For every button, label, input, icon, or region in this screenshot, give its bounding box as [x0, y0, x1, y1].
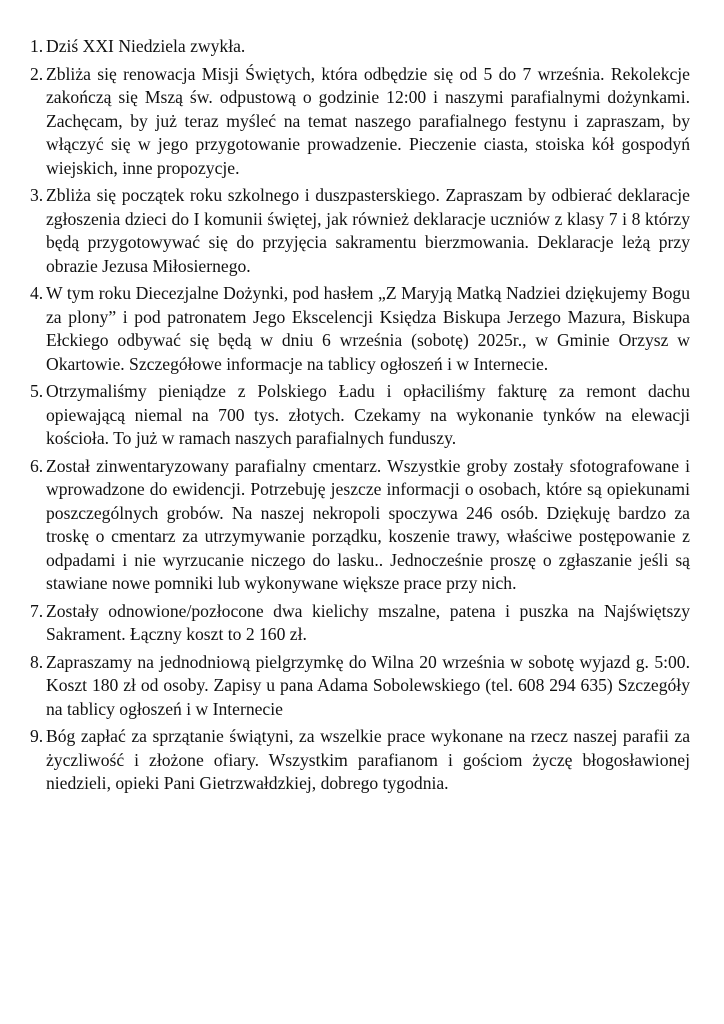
item-text: Zbliża się renowacja Misji Świętych, która odbędzie się od 5 do 7 września. Rekolekcje zakończą się Mszą św. odpustową o godzinie 12:00 i naszymi parafialnymi dożynkami. Zachęcam, by już teraz myśleć na temat naszego parafialnego festynu i zapraszam, by włączyć się w jego przygotowanie prowadzenie. Pieczenie ciasta, stoiska kół gospodyń wiejskich, inne propozycje. [46, 63, 690, 178]
item-number: 1. [30, 36, 44, 56]
item-text: Zostały odnowione/pozłocone dwa kielichy mszalne, patena i puszka na Najświętszy Sakrament. Łączny koszt to 2 160 zł. [46, 600, 690, 644]
item-number: 3. [30, 185, 44, 205]
item-text: Bóg zapłać za sprzątanie świątyni, za wszelkie prace wykonane na rzecz naszej parafii za życzliwość i złożone ofiary. Wszystkim parafianom i gościom życzę błogosławionej niedzieli, opieki Pani Gietrzwałdzkiej, dobrego tygodnia. [46, 726, 690, 793]
announcement-item [30, 600, 690, 647]
announcement-list [30, 35, 690, 796]
announcement-item [30, 63, 690, 181]
item-text: W tym roku Diecezjalne Dożynki, pod hasłem „Z Maryją Matką Nadziei dziękujemy Bogu za plony” i pod patronatem Jego Ekscelencji Księdza Biskupa Jerzego Mazura, Biskupa Ełckiego odbywać się będą w dniu 6 września (sobotę) 2025r., w Gminie Orzysz w Okartowie. Szczegółowe informacje na tablicy ogłoszeń i w Internecie. [46, 283, 690, 374]
announcement-item [30, 725, 690, 796]
announcement-item [30, 35, 690, 59]
item-number: 8. [30, 651, 44, 672]
item-text: Zbliża się początek roku szkolnego i duszpasterskiego. Zapraszam by odbierać deklaracje zgłoszenia dzieci do I komunii świętej, jak również deklaracje uczniów z klasy 7 i 8 którzy będą przygotowywać się do przyjęcia sakramentu bierzmowania. Deklaracje leżą przy obrazie Jezusa Miłosiernego. [46, 185, 690, 276]
item-number: 9. [30, 726, 44, 746]
announcement-item [30, 651, 690, 722]
item-text: Został zinwentaryzowany parafialny cmentarz. Wszystkie groby zostały sfotografowane i wprowadzone do ewidencji. Potrzebuję jeszcze informacji o osobach, które są opiekunami poszczególnych grobów. Na naszej nekropoli spoczywa 246 osób. Dziękuję bardzo za troskę o cmentarz za utrzymywanie porządku, koszenie trawy, właściwe postępowanie z odpadami i nie wyrzucanie niczego do lasku.. Jednocześnie proszę o zgłaszanie jeśli są stawiane nowe pomniki lub wykonywane większe prace przy nich. [46, 455, 690, 593]
announcement-item [30, 380, 690, 451]
item-text: Zapraszamy na jednodniową pielgrzymkę do Wilna 20 września w sobotę wyjazd g. 5:00. Koszt 180 zł od osoby. Zapisy u pana Adama Sobolewskiego (tel. 608 294 635) Szczegóły na tablicy ogłoszeń i w Internecie [46, 651, 690, 719]
item-number: 7. [30, 600, 44, 621]
item-text: Otrzymaliśmy pieniądze z Polskiego Ładu i opłaciliśmy fakturę za remont dachu opiewającą niemal na 700 tys. złotych. Czekamy na wykonanie tynków na elewacji kościoła. To już w ramach naszych parafialnych funduszy. [46, 381, 690, 448]
item-number: 6. [30, 455, 44, 476]
item-number: 5. [30, 381, 44, 401]
announcement-item [30, 282, 690, 376]
item-number: 2. [30, 63, 44, 84]
announcement-item [30, 455, 690, 596]
item-number: 4. [30, 283, 44, 303]
item-text: Dziś XXI Niedziela zwykła. [46, 36, 246, 56]
announcement-item [30, 184, 690, 278]
